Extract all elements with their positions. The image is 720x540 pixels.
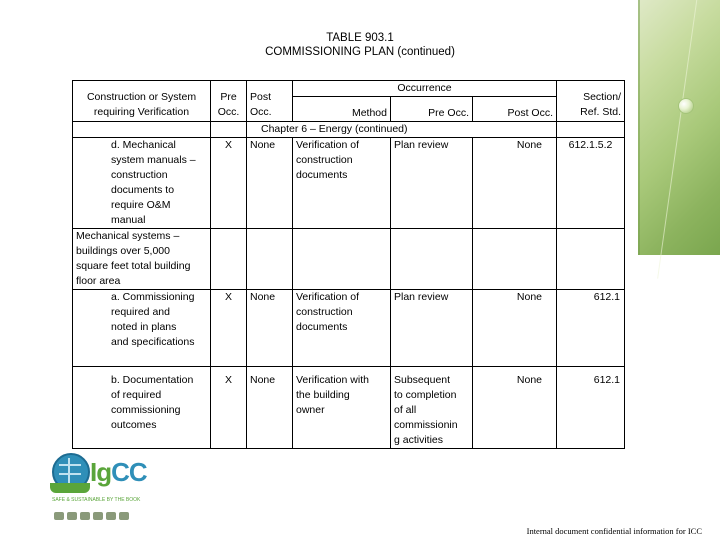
system-cell	[73, 290, 211, 367]
partner-logo	[67, 512, 77, 520]
system-line: commissioning	[111, 404, 181, 416]
heading-line: Mechanical systems –	[76, 230, 180, 242]
method-line: Verification with	[296, 374, 369, 386]
post-occ-method-cell: None	[473, 367, 557, 449]
water-drop-icon	[678, 98, 694, 114]
table-row-heading	[73, 229, 625, 290]
method-line: the building	[296, 389, 350, 401]
header-post-line1: Post	[250, 91, 272, 103]
group-heading-cell	[73, 229, 211, 290]
section-cell: 612.1	[557, 367, 625, 449]
footer-confidential: Internal document confidential information for ICC	[526, 526, 702, 536]
pre-occ-line: Subsequent	[394, 374, 451, 386]
pre-occ-line: commissionin	[394, 419, 458, 431]
header-method: Method	[293, 97, 391, 122]
header-pre-occ	[211, 81, 247, 122]
table-row	[73, 290, 625, 367]
system-line: required and	[111, 306, 170, 318]
header-section	[557, 81, 625, 122]
table-row	[73, 138, 625, 229]
system-line: and specifications	[111, 336, 195, 348]
header-pre-line2: Occ.	[217, 106, 240, 118]
section-cell: 612.1	[557, 290, 625, 367]
header-row	[73, 81, 625, 97]
empty-cell	[211, 229, 247, 290]
heading-line: buildings over 5,000	[76, 245, 170, 257]
table-title: TABLE 903.1	[326, 32, 394, 44]
leaf-background-icon	[638, 0, 720, 255]
pre-occ-line: g activities	[394, 434, 444, 446]
header-system-line2: requiring Verification	[93, 106, 190, 118]
header-pre-line1: Pre	[220, 91, 237, 103]
header-section-line1: Section/	[583, 91, 622, 103]
header-occurrence: Occurrence	[293, 81, 557, 97]
header-post-line2: Occ.	[250, 106, 272, 118]
post-occ-method-cell: None	[473, 290, 557, 367]
empty-cell	[473, 229, 557, 290]
empty-cell	[293, 229, 391, 290]
header-pre-occ-sub: Pre Occ.	[391, 97, 473, 122]
section-cell: 612.1.5.2	[557, 138, 625, 229]
system-line: b. Documentation	[111, 374, 194, 386]
table-row	[73, 367, 625, 449]
system-line: manual	[111, 214, 146, 226]
system-line: of required	[111, 389, 162, 401]
header-system-line1: Construction or System	[86, 91, 197, 103]
post-occ-method-cell: None	[473, 138, 557, 229]
igcc-logo	[50, 453, 150, 523]
method-line: construction	[296, 154, 353, 166]
system-cell	[73, 367, 211, 449]
heading-line: floor area	[76, 275, 121, 287]
header-system	[73, 81, 211, 122]
table-subtitle: COMMISSIONING PLAN (continued)	[265, 46, 455, 58]
post-occ-cell: None	[247, 138, 293, 229]
partner-logo	[106, 512, 116, 520]
chapter-heading: Chapter 6 – Energy (continued)	[247, 122, 557, 138]
system-line: system manuals –	[111, 154, 196, 166]
method-cell	[293, 290, 391, 367]
system-line: a. Commissioning	[111, 291, 195, 303]
method-line: Verification of	[296, 291, 360, 303]
partner-logo	[80, 512, 90, 520]
system-line: require O&M	[111, 199, 171, 211]
system-line: outcomes	[111, 419, 157, 431]
leaf-vein	[657, 0, 700, 279]
header-post-occ-sub: Post Occ.	[473, 97, 557, 122]
system-cell	[73, 138, 211, 229]
method-line: documents	[296, 321, 348, 333]
heading-line: square feet total building	[76, 260, 191, 272]
commissioning-plan-table	[72, 80, 625, 449]
method-line: Verification of	[296, 139, 360, 151]
system-line: noted in plans	[111, 321, 177, 333]
logo-letter-g: g	[96, 457, 112, 487]
leaf-edge	[638, 0, 640, 255]
post-occ-cell: None	[247, 367, 293, 449]
empty-cell	[247, 229, 293, 290]
header-section-line2: Ref. Std.	[580, 106, 622, 118]
logo-letters-cc: CC	[111, 457, 147, 487]
pre-occ-method-cell	[391, 290, 473, 367]
partner-logo	[93, 512, 103, 520]
pre-occ-cell: X	[211, 290, 247, 367]
pre-occ-line: of all	[394, 404, 417, 416]
empty-cell	[557, 229, 625, 290]
chapter-blank-3	[557, 122, 625, 138]
pre-occ-cell: X	[211, 138, 247, 229]
header-post-occ	[247, 81, 293, 122]
system-line: documents to	[111, 184, 175, 196]
partner-logos	[54, 507, 144, 517]
pre-occ-method-cell	[391, 138, 473, 229]
system-line: d. Mechanical	[111, 139, 176, 151]
logo-tagline: SAFE & SUSTAINABLE BY THE BOOK	[52, 497, 141, 503]
logo-wordmark	[90, 457, 147, 488]
partner-logo	[119, 512, 129, 520]
partner-logo	[54, 512, 64, 520]
method-cell	[293, 367, 391, 449]
chapter-row	[73, 122, 625, 138]
method-line: owner	[296, 404, 325, 416]
method-line: documents	[296, 169, 348, 181]
system-line: construction	[111, 169, 168, 181]
pre-occ-line: to completion	[394, 389, 457, 401]
pre-occ-method-cell	[391, 367, 473, 449]
method-cell	[293, 138, 391, 229]
empty-cell	[391, 229, 473, 290]
post-occ-cell: None	[247, 290, 293, 367]
book-icon	[50, 483, 90, 493]
pre-occ-line: Plan review	[394, 139, 449, 151]
pre-occ-line: Plan review	[394, 291, 449, 303]
chapter-blank-2	[211, 122, 247, 138]
pre-occ-cell: X	[211, 367, 247, 449]
method-line: construction	[296, 306, 353, 318]
chapter-blank-1	[73, 122, 211, 138]
logo-letter-i: I	[90, 457, 97, 487]
